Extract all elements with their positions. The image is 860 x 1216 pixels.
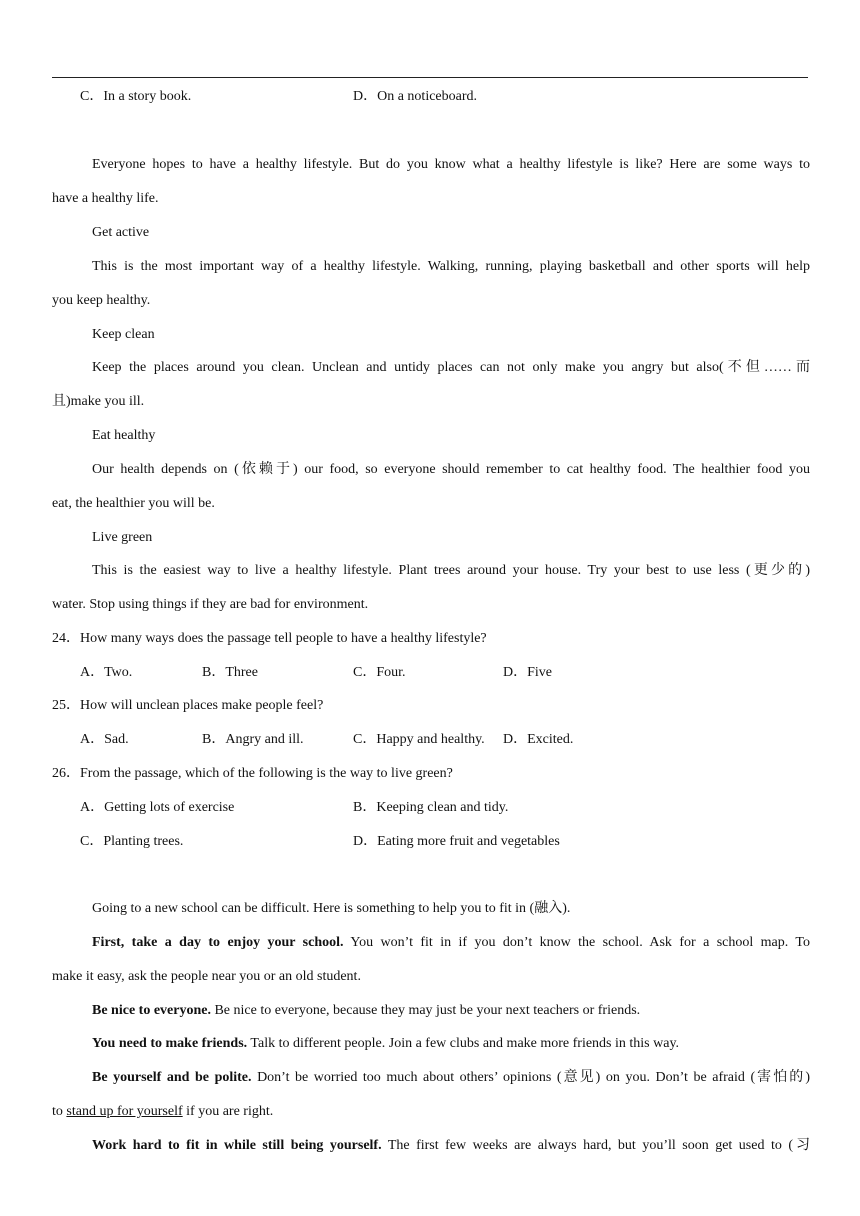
question-25: 25．How will unclean places make people feel?: [52, 698, 324, 713]
tip-3-title: You need to make friends.: [92, 1036, 248, 1051]
heading-eat-healthy: Eat healthy: [92, 428, 156, 443]
tip-1-line-1: [92, 934, 810, 952]
q24-option-c: C．Four.: [353, 665, 406, 680]
tip-3: [92, 1035, 679, 1053]
tip-4-line-2-post: if you are right.: [182, 1104, 274, 1119]
tip-4-text: Don’t be worried too much about others’ opinions (意见) on you. Don’t be afraid (害怕的): [251, 1070, 810, 1085]
para-eat-healthy-line-1: Our health depends on (依赖于) our food, so everyone should remember to cat healthy food. The healthier food you: [92, 462, 810, 477]
heading-live-green: Live green: [92, 530, 153, 545]
heading-keep-clean: Keep clean: [92, 327, 155, 342]
para-get-active-line-1: This is the most important way of a healthy lifestyle. Walking, running, playing basketball and other sports will help: [92, 259, 810, 274]
para-eat-healthy-line-2: eat, the healthier you will be.: [52, 496, 215, 511]
tip-1-title: First, take a day to enjoy your school.: [92, 935, 344, 950]
tip-1-line-2: make it easy, ask the people near you or an old student.: [52, 969, 361, 984]
q25-option-c: C．Happy and healthy.: [353, 732, 485, 747]
para-live-green-line-1: This is the easiest way to live a healthy lifestyle. Plant trees around your house. Try your best to use less (更少的): [92, 563, 810, 578]
option-d: D．On a noticeboard.: [353, 89, 478, 104]
q24-option-d: D．Five: [503, 665, 552, 680]
tip-2: [92, 1002, 640, 1020]
header-rule: [52, 77, 808, 78]
q24-option-a: A．Two.: [80, 665, 133, 680]
intro-line-2: have a healthy life.: [52, 191, 159, 206]
q25-option-a: A．Sad.: [80, 732, 129, 747]
tip-5-text: The first few weeks are always hard, but you’ll soon get used to (习: [381, 1138, 810, 1153]
heading-get-active: Get active: [92, 225, 150, 240]
q25-option-b: B．Angry and ill.: [202, 732, 304, 747]
para-keep-clean-line-1: Keep the places around you clean. Unclean and untidy places can not only make you angry but also(不但……而: [92, 360, 810, 375]
q25-option-d: D．Excited.: [503, 732, 574, 747]
tip-2-text: Be nice to everyone, because they may just be your next teachers or friends.: [210, 1003, 641, 1018]
q26-option-d: D．Eating more fruit and vegetables: [353, 834, 560, 849]
para-live-green-line-2: water. Stop using things if they are bad for environment.: [52, 597, 369, 612]
tip-5-title: Work hard to fit in while still being yourself.: [92, 1138, 382, 1153]
tip-4-title: Be yourself and be polite.: [92, 1070, 252, 1085]
q24-option-b: B．Three: [202, 665, 258, 680]
question-26: 26．From the passage, which of the following is the way to live green?: [52, 766, 453, 781]
tip-3-text: Talk to different people. Join a few clubs and make more friends in this way.: [247, 1036, 680, 1051]
para-keep-clean-line-2: 且)make you ill.: [52, 394, 145, 409]
tip-1-text: You won’t fit in if you don’t know the school. Ask for a school map. To: [343, 935, 810, 950]
option-c: C．In a story book.: [80, 89, 192, 104]
tip-4-line-1: [92, 1069, 810, 1087]
intro-line-1: Everyone hopes to have a healthy lifestyle. But do you know what a healthy lifestyle is like? Here are some ways to: [92, 157, 810, 172]
tip-4-line-2: [52, 1103, 273, 1121]
tip-4-line-2-pre: to: [52, 1104, 67, 1119]
para-get-active-line-2: you keep healthy.: [52, 293, 151, 308]
underlined-phrase: stand up for yourself: [66, 1104, 183, 1119]
question-24: 24．How many ways does the passage tell people to have a healthy lifestyle?: [52, 631, 487, 646]
tip-5-line-1: [92, 1137, 810, 1155]
q26-option-c: C．Planting trees.: [80, 834, 184, 849]
tip-2-title: Be nice to everyone.: [92, 1003, 211, 1018]
q26-option-b: B．Keeping clean and tidy.: [353, 800, 509, 815]
school-intro: Going to a new school can be difficult. Here is something to help you to fit in (融入).: [92, 901, 571, 916]
q26-option-a: A．Getting lots of exercise: [80, 800, 235, 815]
